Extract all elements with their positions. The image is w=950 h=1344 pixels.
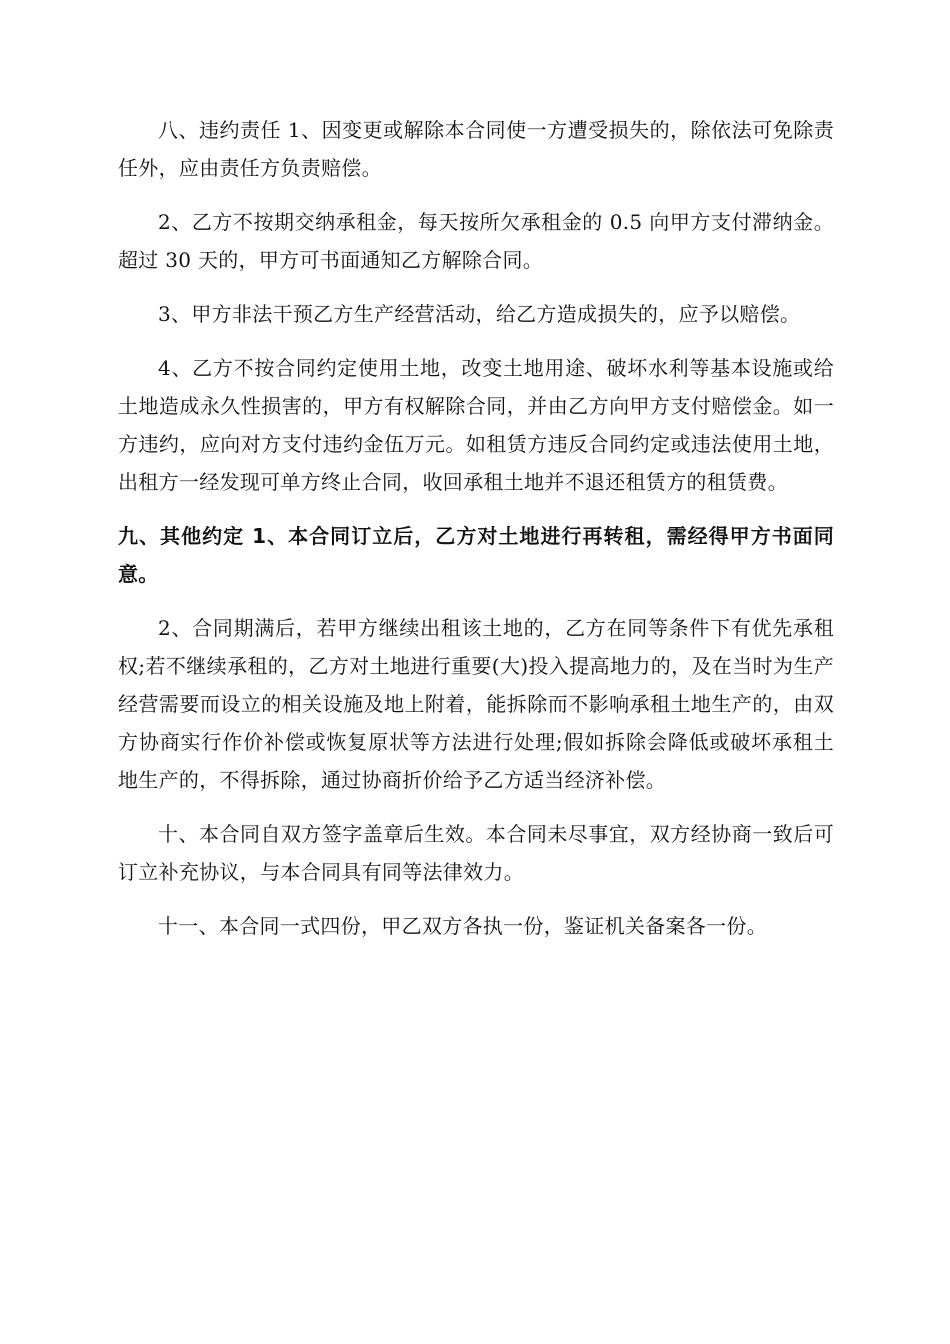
clause-10-effectiveness: 十、本合同自双方签字盖章后生效。本合同未尽事宜，双方经协商一致后可订立补充协议，与本合同具有同等法律效力。 bbox=[118, 822, 834, 884]
document-body bbox=[118, 111, 834, 961]
clause-8-item-2: 2、乙方不按期交纳承租金，每天按所欠承租金的 0.5 向甲方支付滞纳金。超过 30 天的，甲方可书面通知乙方解除合同。 bbox=[118, 210, 834, 272]
clause-8-item-4: 4、乙方不按合同约定使用土地，改变土地用途、破坏水利等基本设施或给土地造成永久性损害的，甲方有权解除合同，并由乙方向甲方支付赔偿金。如一方违约，应向对方支付违约金伍万元。如租赁方违反合同约定或违法使用土地，出租方一经发现可单方终止合同，收回承租土地并不退还租赁方的租赁费。 bbox=[118, 356, 834, 494]
clause-8-breach-liability: 八、违约责任 1、因变更或解除本合同使一方遭受损失的，除依法可免除责任外，应由责任方负责赔偿。 bbox=[118, 118, 834, 180]
clause-9-item-2: 2、合同期满后，若甲方继续出租该土地的，乙方在同等条件下有优先承租权;若不继续承租的，乙方对土地进行重要(大)投入提高地力的，及在当时为生产经营需要而设立的相关设施及地上附着，能拆除而不影响承租土地生产的，由双方协商实行作价补偿或恢复原状等方法进行处理;假如拆除会降低或破坏承租土地生产的，不得拆除，通过协商折价给予乙方适当经济补偿。 bbox=[118, 616, 834, 792]
clause-9-other-terms: 九、其他约定 1、本合同订立后，乙方对土地进行再转租，需经得甲方书面同意。 bbox=[118, 524, 834, 586]
clause-11-copies: 十一、本合同一式四份，甲乙双方各执一份，鉴证机关备案各一份。 bbox=[158, 914, 767, 938]
clause-8-item-3: 3、甲方非法干预乙方生产经营活动，给乙方造成损失的，应予以赔偿。 bbox=[158, 302, 801, 326]
